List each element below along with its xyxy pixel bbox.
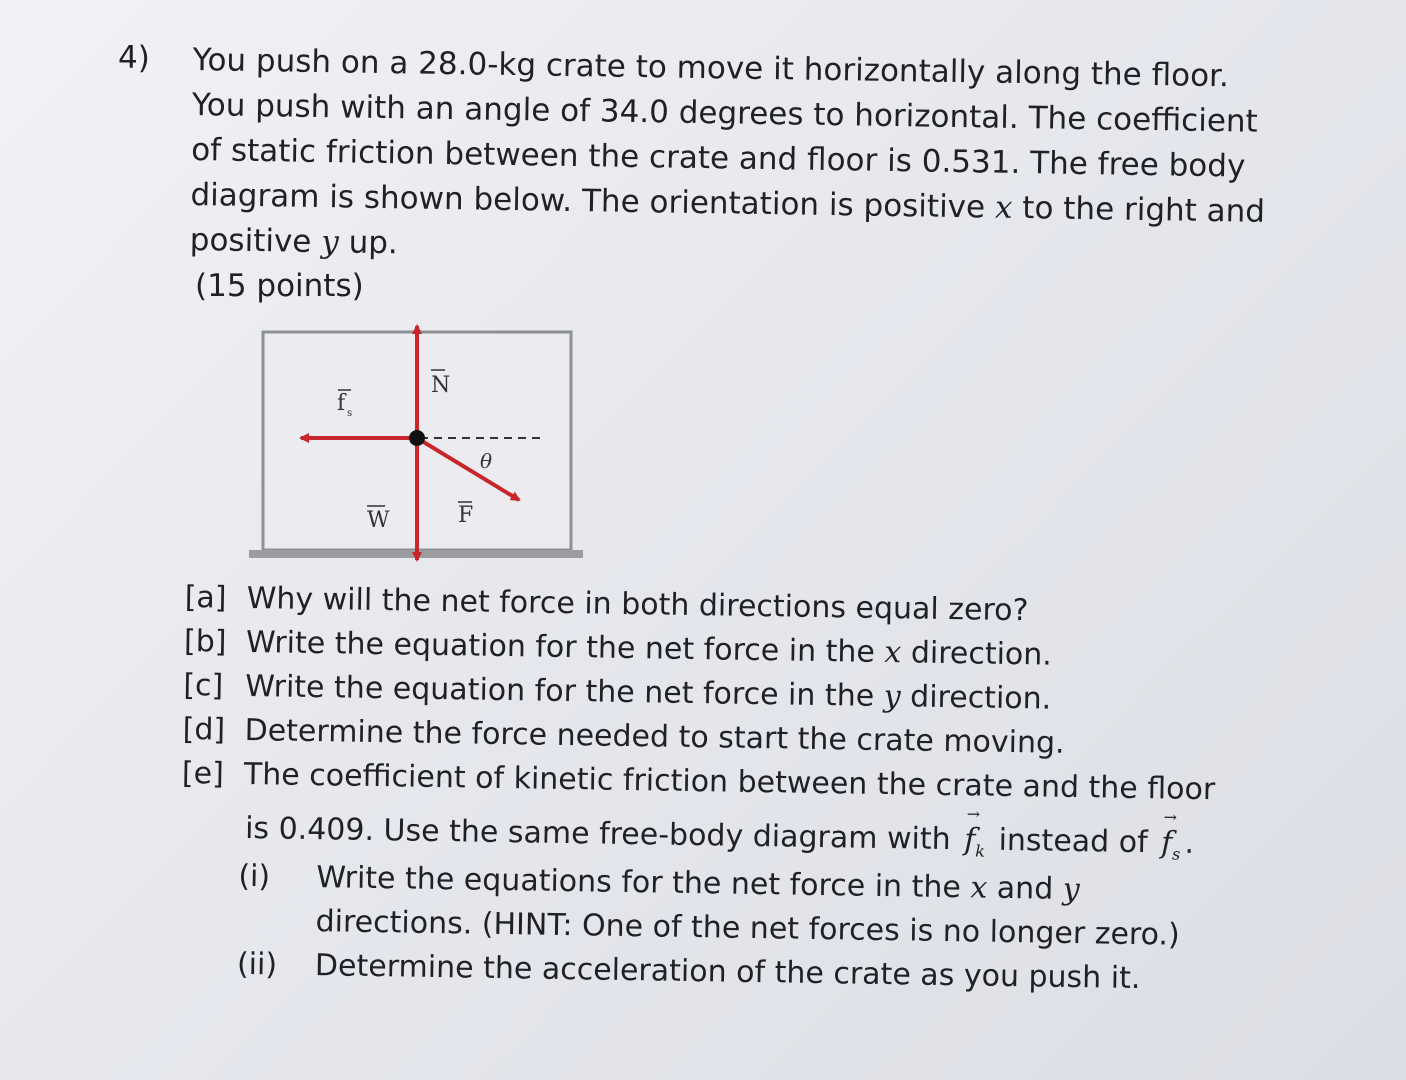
kinetic-friction-symbol: → $f_k$ — [964, 822, 985, 860]
question-stem — [189, 38, 1302, 280]
angle-label: θ — [480, 449, 493, 473]
part-e-continued: is 0.409. Use the same free-body diagram with → $f_k$ instead of → $f_s$ . — [245, 811, 1195, 864]
part-a: [a] Why will the net force in both directions equal zero? — [184, 580, 1029, 629]
part-e-ii-tag: (ii) — [236, 946, 278, 983]
weight-label: W — [367, 508, 390, 533]
push-force-label: F — [458, 503, 474, 528]
part-b: [b] Write the equation for the net force in the x direction. — [183, 623, 1053, 673]
friction-label-sub: s — [347, 408, 353, 419]
part-e-i-tag: (i) — [238, 858, 271, 895]
part-c: [c] Write the equation for the net force in the y direction. — [183, 667, 1052, 717]
stem-line-2: You push with an angle of 34.0 degrees to horizontal. The coefficient — [191, 86, 1259, 140]
stem-line-4: diagram is shown below. The orientation is positive x to the right and — [190, 176, 1266, 230]
points-label: (15 points) — [195, 268, 364, 304]
stem-line-3: of static friction between the crate and floor is 0.531. The free body — [190, 131, 1246, 185]
part-d: [d] Determine the force needed to start the crate moving. — [182, 711, 1065, 761]
part-e-ii-text: Determine the acceleration of the crate as you push it. — [314, 948, 1141, 997]
crate-point — [409, 430, 425, 446]
stem-line-5: positive y up. — [189, 221, 399, 262]
part-e-i-line-1: Write the equations for the net force in the x and y — [316, 860, 1081, 908]
friction-label: f — [337, 391, 346, 416]
static-friction-symbol: → $f_s$ — [1161, 825, 1181, 863]
part-e-i-line-2: directions. (HINT: One of the net forces is no longer zero.) — [315, 904, 1180, 953]
normal-label: N — [431, 373, 451, 398]
part-e: [e] The coefficient of kinetic friction between the crate and the floor — [181, 755, 1216, 808]
question-parts — [181, 580, 1305, 997]
stem-line-1: You push on a 28.0-kg crate to move it horizontally along the floor. — [192, 41, 1230, 95]
free-body-diagram — [245, 312, 590, 572]
question-number: 4) — [118, 40, 150, 76]
